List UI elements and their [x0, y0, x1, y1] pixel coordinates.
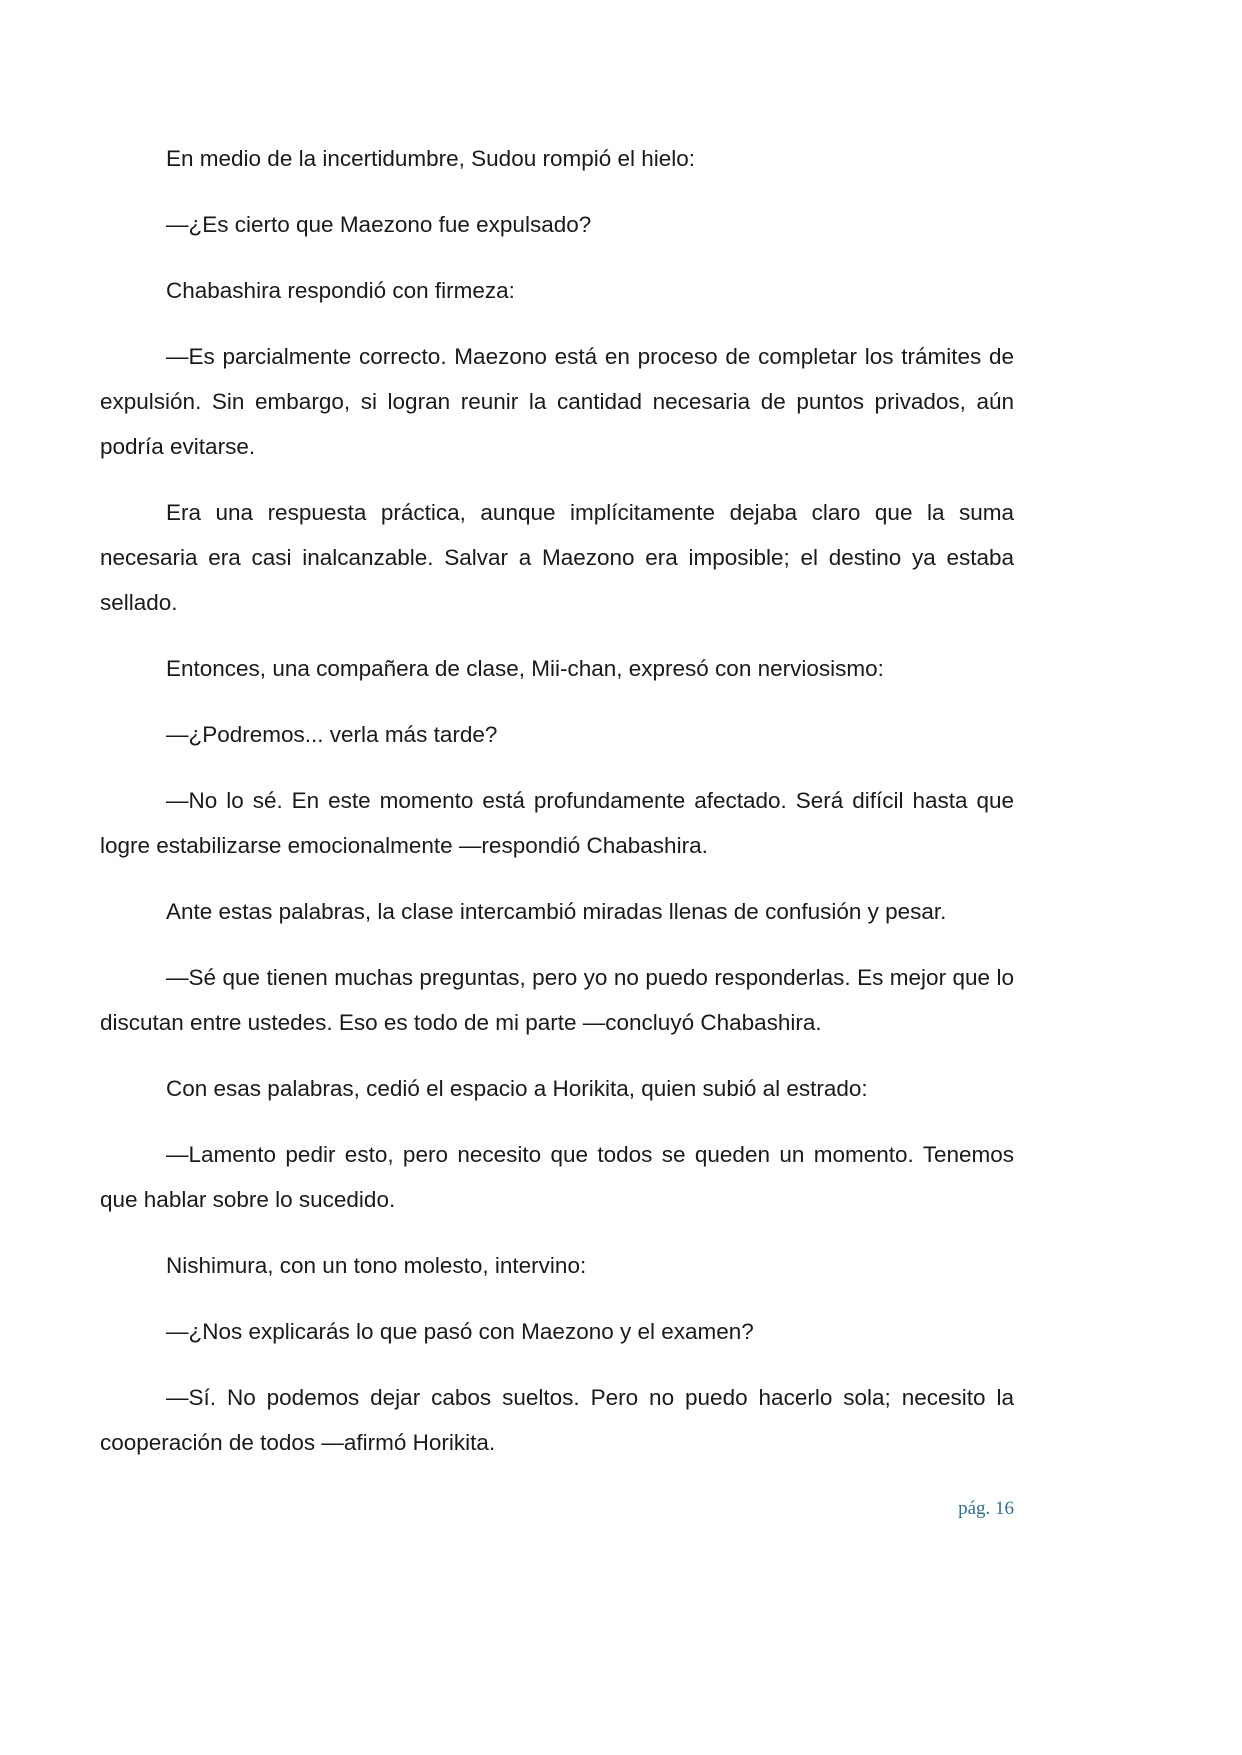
paragraph: Ante estas palabras, la clase intercambió miradas llenas de confusión y pesar.: [166, 899, 947, 924]
paragraph: Era una respuesta práctica, aunque implícitamente dejaba claro que la suma necesaria era casi inalcanzable. Salvar a Maezono era imposible; el destino ya estaba sellado.: [100, 500, 1014, 615]
document-body: [100, 136, 1014, 1486]
paragraph: —¿Podremos... verla más tarde?: [166, 722, 498, 747]
paragraph: —Sí. No podemos dejar cabos sueltos. Pero no puedo hacerlo sola; necesito la cooperación de todos —afirmó Horikita.: [100, 1385, 1014, 1455]
paragraph: Chabashira respondió con firmeza:: [166, 278, 515, 303]
paragraph: —No lo sé. En este momento está profundamente afectado. Será difícil hasta que logre estabilizarse emocionalmente —respondió Chabashira.: [100, 788, 1014, 858]
paragraph: —¿Nos explicarás lo que pasó con Maezono y el examen?: [166, 1319, 754, 1344]
paragraph: —Lamento pedir esto, pero necesito que todos se queden un momento. Tenemos que hablar sobre lo sucedido.: [100, 1142, 1014, 1212]
paragraph: —Sé que tienen muchas preguntas, pero yo no puedo responderlas. Es mejor que lo discutan entre ustedes. Eso es todo de mi parte —concluyó Chabashira.: [100, 965, 1014, 1035]
paragraph: —Es parcialmente correcto. Maezono está en proceso de completar los trámites de expulsión. Sin embargo, si logran reunir la cantidad necesaria de puntos privados, aún podría evitarse.: [100, 344, 1014, 459]
paragraph: Nishimura, con un tono molesto, intervino:: [166, 1253, 587, 1278]
paragraph: Con esas palabras, cedió el espacio a Horikita, quien subió al estrado:: [166, 1076, 868, 1101]
page-number: pág. 16: [958, 1498, 1014, 1519]
paragraph: En medio de la incertidumbre, Sudou rompió el hielo:: [166, 146, 696, 171]
paragraph: —¿Es cierto que Maezono fue expulsado?: [166, 212, 592, 237]
paragraph: Entonces, una compañera de clase, Mii-chan, expresó con nerviosismo:: [166, 656, 884, 681]
